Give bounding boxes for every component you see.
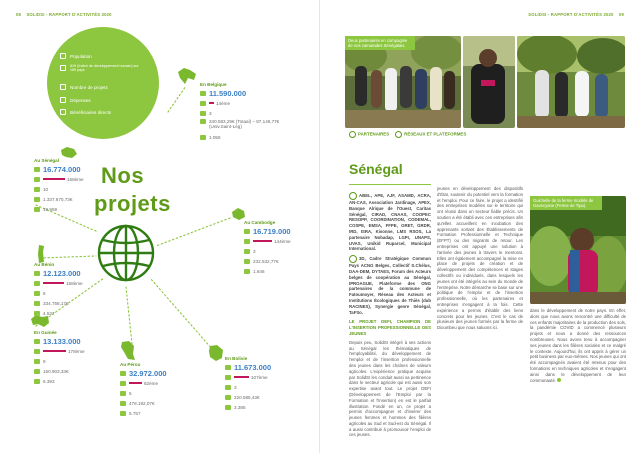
country-belgique	[200, 82, 287, 141]
handshake-icon	[349, 192, 357, 200]
title-underline	[349, 184, 431, 185]
left-running-head	[16, 12, 112, 17]
right-running-head	[528, 12, 624, 17]
peru-map-icon	[120, 340, 136, 362]
idh-rank: 158ème	[66, 280, 83, 286]
expenses-icon	[34, 197, 40, 202]
country-name: Au Sénégal	[34, 158, 60, 163]
country-perou	[120, 362, 167, 417]
gdp-icon	[34, 177, 40, 182]
population-value: 16.719.000	[253, 226, 291, 236]
people-icon	[60, 53, 66, 59]
idh-rank: 178ème	[68, 348, 85, 354]
country-guinee	[34, 330, 85, 385]
people-icon	[244, 229, 250, 234]
gdp-icon	[34, 349, 40, 354]
expenses-value: 1.337.670,73€	[43, 196, 73, 202]
idh-bar	[43, 350, 66, 352]
left-running-head-text: SOLIDSI - RAPPORT D'ACTIVITÉS 2020	[26, 12, 112, 17]
projects-icon	[225, 385, 231, 390]
idh-bar	[43, 282, 64, 284]
legend-label: Dépenses	[70, 97, 91, 103]
country-benin	[34, 262, 83, 317]
idh-bar	[234, 376, 249, 378]
projects-value: 3	[234, 384, 237, 390]
projects-icon	[34, 187, 40, 192]
idh-bar	[209, 102, 214, 104]
population-value: 32.972.000	[129, 368, 167, 378]
legend-row-projects	[60, 84, 108, 90]
population-value: 16.774.000	[43, 164, 81, 174]
expenses-value: 232.532,77€	[253, 258, 279, 264]
gdp-icon	[60, 65, 66, 71]
column-2-body: jeunes en développement des dispositifs d'État, soutenir du potentiel vers la formation et l'emploi. Pour ce faire, le projet a identifié des entreprises modèles sur le territoire qui ont réussi dans un secteur fiable précis. Un soutien a été établi avec ces entreprises afin qu'elles accueillent en incubation des apprenants sortant des Établissements de Formation Professionnelle et Technique (EFPT) ou des migrants de retour. Les entreprises ont appuyé une solution à l'arrivée des jeunes à travers le mentorat. Elles ont également accompagné la mise en place de projets de création et de développement des compétences et stages collectifs ou individuels, dans lesquels les jeunes ont été intégrés au sein du monde de l'entreprise. Notre démarche se base sur une politique de l'emploi et de l'insertion professionnelle, où les partenaires et entreprises s'engagent à la fois. Cette expérience a permis d'établir des liens concrets pour les jeunes. C'est le cas de plusieurs des jeunes formés par la ferme de Dioumbeu que nous saluons ici.	[437, 186, 523, 331]
legend-label: Bénéficiaires directs	[70, 109, 112, 115]
expenses-icon	[244, 259, 250, 264]
beneficiaries-icon	[244, 269, 250, 274]
beneficiaries-icon	[120, 411, 126, 416]
legend-circle	[47, 27, 159, 139]
title-projets: projets	[94, 191, 171, 216]
projects-icon	[34, 359, 40, 364]
beneficiaries-icon	[34, 207, 40, 212]
network-icon	[395, 131, 402, 138]
expenses-icon	[60, 97, 66, 103]
globe-icon	[95, 222, 157, 284]
idh-rank: 14ème	[216, 100, 231, 106]
projects-icon	[60, 84, 66, 90]
projects-value: 5	[129, 390, 132, 396]
gdp-icon	[225, 375, 231, 380]
country-cambodge	[244, 220, 291, 275]
projects-value: 3	[209, 110, 212, 116]
legend-label: Nombre de projets	[70, 84, 108, 90]
country-name: En Bolivie	[225, 356, 248, 361]
handshake-icon	[349, 131, 356, 138]
projects-value: 10	[43, 186, 49, 192]
projects-icon	[120, 391, 126, 396]
left-page-number: 08	[16, 12, 22, 17]
population-value: 13.133.000	[43, 336, 81, 346]
partners-row	[349, 131, 466, 138]
idh-bar	[253, 240, 272, 242]
partners-tab	[349, 131, 389, 138]
expenses-value: 478.192,07€	[129, 400, 155, 406]
gdp-icon	[120, 381, 126, 386]
beneficiaries-value: 6.393	[43, 378, 55, 384]
belgium-map-icon	[176, 66, 198, 86]
population-value: 12.123.000	[43, 268, 81, 278]
expenses-value: 150.903,33€	[43, 368, 69, 374]
networks-text: 3D, Cadre Stratégique Commun Pays ACNG Belges, Collectif S.Chélus, DAA-DEM, DYTAES, Forum des Acteurs belges de coopération au Sénégal, IPROAGUE, Plateforme des ONG partenaires de la commune de Fatoumoyer, Réseau des Acteurs et Institutions Écologiques de Thiès (dub RACINES), Synergie genre Sénégal, TaFSo.	[349, 256, 431, 315]
beneficiaries-icon	[34, 311, 40, 316]
idh-rank: 82ème	[144, 380, 159, 386]
legend-label: Population	[70, 53, 92, 59]
end-mark-icon	[557, 378, 561, 382]
people-icon	[225, 365, 231, 370]
benin-map-icon	[36, 244, 46, 264]
photo2-caption: Guichelle de la ferme modèle de Gavecyane (Ferme de Tipa).	[530, 196, 602, 210]
partners-label: PARTENAIRES	[358, 131, 390, 137]
legend-row-expenses	[60, 97, 91, 103]
expenses-icon	[34, 301, 40, 306]
partners-paragraph	[349, 192, 431, 252]
expenses-icon	[34, 369, 40, 374]
projects-icon	[244, 249, 250, 254]
beneficiaries-icon	[34, 379, 40, 384]
projects-value: 3	[253, 248, 256, 254]
defi-subheading: LE PROJET DEFI, CHAMPION DE L'INSERTION PROFESSIONNELLE DES JEUNES	[349, 319, 431, 336]
column-3-body: dans le développement de notre pays. En effet, alors que nous avons rencontré une difficulté de ces enfants majoritaires de la production des sols, la pandémie COVID a commencé plusieurs projets et nous a donné des ressources nombreuses. Nous avons tenu à accompagner ses jeunes dans les filières sociales et ce malgré le contexte. Aujourd'hui, ils ont appris à gérer un petit business par eux-mêmes. Nos jeunes qui ont été accompagnés avaient été retenus pour des formations en techniques agricoles et s'engagent ainsi dans le développement de leur communauté.	[530, 308, 626, 383]
legend-label: IDH (Indice de développement humain) sur 189 pays	[70, 64, 139, 73]
people-icon	[34, 167, 40, 172]
title-nos: Nos	[101, 163, 145, 188]
photo1-caption: Deux partenaires en compagnie de nos camarades Sénégalais.	[345, 36, 415, 50]
column-3	[530, 308, 626, 446]
people-icon	[200, 91, 206, 96]
beneficiaries-value: 1.056	[209, 134, 221, 140]
photo-young-woman-garden	[530, 196, 626, 304]
beneficiaries-value: 4.527	[43, 310, 55, 316]
people-icon	[34, 339, 40, 344]
beneficiaries-value: 5.757	[129, 410, 141, 416]
gdp-icon	[244, 239, 250, 244]
population-value: 11.590.000	[209, 88, 247, 98]
country-name: Au Cambodge	[244, 220, 276, 225]
expenses-value: 334.758,17€	[43, 300, 69, 306]
expenses-icon	[225, 395, 231, 400]
networks-tab	[395, 131, 466, 138]
people-icon	[34, 271, 40, 276]
cambodia-map-icon	[230, 207, 246, 221]
gdp-icon	[34, 281, 40, 286]
projects-icon	[34, 291, 40, 296]
projects-value: 9	[43, 358, 46, 364]
column-1-body: Depuis peu, SolidSI intégré à ses actions au Sénégal les thématiques de l'employabilité, du développement de l'emploi et de l'insertion professionnelle des jeunes dans les chaînes de valeurs agricoles. L'expérience pratique acquise par SolidSI les conduit aussi sa pertinence dans le secteur agricole qui est aussi son expertise avant tout. Le projet DEFI (Développement de l'Emploi par la Formation et l'Insertion) en est le parfait illustration. Fondé en un, ce projet a permis d'accompagner et d'insérer des jeunes femmes et hommes des filières agricoles au Sud et Sud-est du Sénégal. Il a aussi contribué à promouvoir l'emploi de ces jeunes.	[349, 339, 431, 438]
idh-rank: 168ème	[67, 176, 84, 182]
expenses-value: 340.583,29€ (Totaal) – 87.146,77€ (Univ.Saint-Lèg)	[209, 119, 280, 130]
partners-text: ABEL, APE, AJF, ASAMD, ACRA, AN-CAS, Association Jardinage, APEX, Banque Alrique de l'Ouest, Caritas Sénégal, CIRAD, CNAAS, COOPEC RESOPP, COORDINATION, CODEMAL, COSPE, EMSA, FFPE, GRET, GRDR, IRD, ISRA, Kisonne, LMS RSOS, La partenaire Nobadap, LGPI, UNAPS, UVAS, Unikid Ruparcel, Municipal International.	[349, 193, 431, 252]
country-bolivie	[225, 356, 271, 411]
country-name: En Belgique	[200, 82, 227, 87]
country-name: Au Pérou	[120, 362, 141, 367]
beneficiaries-icon	[225, 405, 231, 410]
expenses-value: 220.585,43€	[234, 394, 260, 400]
gdp-icon	[200, 101, 206, 106]
right-page-number: 09	[618, 12, 624, 17]
country-name: Au Bénin	[34, 262, 55, 267]
beneficiaries-value: 19.959	[43, 206, 58, 212]
network-icon	[349, 255, 357, 263]
projects-value: 6	[43, 290, 46, 296]
legend-row-beneficiaries	[60, 109, 111, 115]
beneficiaries-value: 1.646	[253, 268, 265, 274]
population-value: 11.673.000	[234, 362, 272, 372]
section-title-senegal: Sénégal	[349, 161, 403, 177]
country-name: En Guinée	[34, 330, 57, 335]
column-1	[349, 192, 431, 442]
column-2	[437, 186, 523, 442]
beneficiaries-icon	[60, 109, 66, 115]
right-running-head-text: SOLIDSI - RAPPORT D'ACTIVITÉS 2020	[528, 12, 614, 17]
expenses-icon	[120, 401, 126, 406]
idh-bar	[129, 382, 142, 384]
networks-label: RÉSEAUX ET PLATEFORMES	[404, 131, 467, 137]
country-senegal	[34, 158, 84, 213]
idh-rank: 144ème	[274, 238, 291, 244]
projects-icon	[200, 111, 206, 116]
people-icon	[120, 371, 126, 376]
photo-defi-shirt	[463, 36, 515, 128]
photo-field-workers	[517, 36, 625, 128]
beneficiaries-value: 3.385	[234, 404, 246, 410]
bolivia-map-icon	[207, 344, 225, 362]
idh-bar	[43, 178, 65, 180]
networks-paragraph	[349, 255, 431, 315]
idh-rank: 107ème	[251, 374, 268, 380]
expenses-icon	[200, 119, 206, 124]
legend-row-idh	[60, 64, 148, 73]
beneficiaries-icon	[200, 135, 206, 140]
legend-row-population	[60, 53, 92, 59]
